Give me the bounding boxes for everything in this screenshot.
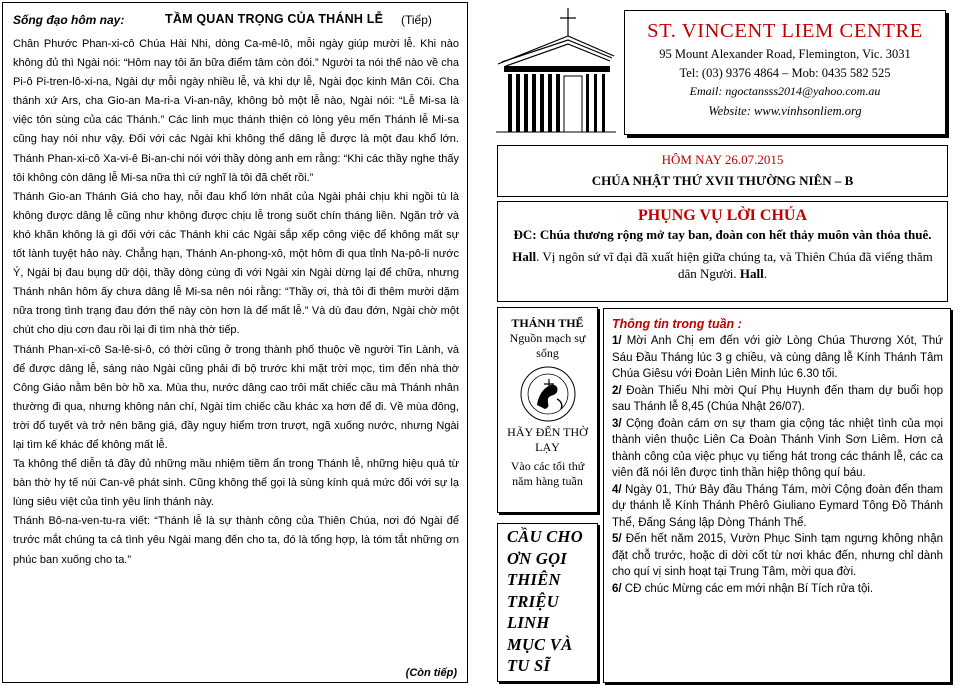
article-paragraph: Thánh Phan-xi-cô Sa-lê-si-ô, có thời cũng ở trong thành phố thuộc về người Tin Lành, và để được dâng lễ, sáng nào Ngài cũng phải đi bộ trước khi mặt trời mọc, tìm đến nhà thờ Công Giáo nằm bên bờ hồ xa. Mùa thu, nước dâng cao trôi mất chiếc cầu mà Thánh nhân thường đi qua, nhưng không nản chí, Ngài tìm chiếc cầu khác xa hơn để đi. Về mùa đông, trời đổ tuyết và trở nên băng giá, đầy nguy hiểm trơn trượt, ngã xuống nước, nhưng Ngài lại tìm kế khác để không mất lễ. xyxy=(13,343,459,451)
news-item xyxy=(612,416,943,482)
adoration-box xyxy=(497,307,598,513)
news-item-number: 6/ xyxy=(612,582,622,595)
centre-address: 95 Mount Alexander Road, Flemington, Vic. 3031 xyxy=(659,47,911,61)
article-paragraph: Thánh Bô-na-ven-tu-ra viết: “Thánh lễ là sự thành công của Thiên Chúa, nơi đó Ngài để trước mắt chúng ta cả tình yêu Ngài mang đến cho ta, đó là tổng hợp, là tóm tắt những ơn phúc ban xuống cho ta.” xyxy=(13,515,459,566)
news-item-text: Đoàn Thiếu Nhi mời Quí Phụ Huynh đến tham dự buổi họp sau Thánh lễ 8,45 (Chúa Nhật 26/07). xyxy=(612,384,943,413)
article-paragraph: Ta không thể diễn tả đầy đủ những mầu nhiệm tiềm ẩn trong Thánh lễ, những hiệu quả từ bàn thờ hy tế núi Can-vê phát sinh. Cũng không thể gọi là sùng kính quá mức đối với sự lạ lùng siêu việt của tình yêu linh thánh này. xyxy=(13,458,459,509)
article-body xyxy=(13,35,459,570)
news-item xyxy=(612,482,943,532)
vocation-line: ƠN GỌI xyxy=(507,548,568,568)
adoration-time: Vào các tối thứ năm hàng tuần xyxy=(510,459,585,488)
alleluia-end: Hall xyxy=(739,266,764,281)
alleluia-verse xyxy=(506,248,939,282)
article-paragraph: Thánh Gio-an Thánh Giá cho hay, nỗi đau khổ lớn nhất của Ngài phải chịu khi ngồi tù là không được dâng lễ cũng như không được chịu lễ trong suốt chín tháng liền. Ngăn trở và khó khăn không là gì đối với các Thánh khi các Ngài sắp xếp công việc để không mất sự tốt lành tuyệt hảo này. Chẳng hạn, Thánh An-phong-xô, một hôm đi qua tỉnh Na-pô-li nước Ý, Ngài bị đau bụng dữ dội, thầy dòng cùng đi với Ngài xin Ngài dừng lại để chữa, nhưng Thánh nhân hôm ấy chưa dâng lễ Mi-sa nên nói rằng: “Thầy ơi, thà tôi đi thêm mười dặm nữa trong tình trạng đau đớn thế này còn hơn là để mất lễ.” Và dù đau đớn, Ngài chờ một chút cho dịu cơn đau rồi lại đi tìm nhà thờ tiếp. xyxy=(13,190,459,337)
news-item-text: CĐ chúc Mừng các em mới nhận Bí Tích rửa tội. xyxy=(621,582,874,595)
news-item-text: Ngày 01, Thứ Bảy đầu Tháng Tám, mời Cộng đoàn đến tham dự thánh lễ Kính Thánh Phêrô Giuliano Eymard Tông Đồ Thánh Thể, Đấng Sáng lập Dòng Thánh Thể. xyxy=(612,483,943,529)
news-item-number: 1/ xyxy=(612,335,622,347)
psalm-response: ĐC: Chúa thương rộng mở tay ban, đoàn con hết thảy muôn vàn thỏa thuê. xyxy=(513,227,932,242)
vocation-line: CẦU CHO xyxy=(507,527,583,546)
news-item-number: 5/ xyxy=(612,533,622,545)
news-item-number: 3/ xyxy=(612,417,622,430)
news-item-text: Mời Anh Chị em đến với giờ Lòng Chúa Thương Xót, Thứ Sáu Đầu Tháng lúc 3 g chiều, và cùng dâng lễ Kính Thánh Tâm Chúa Giêsu với Đoàn Liên Minh lúc 6.30 tối. xyxy=(612,335,943,380)
weekly-news-box xyxy=(603,308,951,683)
eucharist-host-icon xyxy=(519,365,577,423)
vocation-prayer-text xyxy=(507,526,597,677)
church-building-icon xyxy=(496,6,616,134)
liturgy-title: PHỤNG VỤ LỜI CHÚA xyxy=(637,207,808,224)
news-item xyxy=(612,333,943,383)
centre-phone: Tel: (03) 9376 4864 – Mob: 0435 582 525 xyxy=(679,66,891,80)
news-item xyxy=(612,581,943,598)
article-header xyxy=(13,7,459,35)
vocation-line: LINH xyxy=(507,613,550,632)
news-item-number: 4/ xyxy=(612,483,622,496)
vocation-line: TU SĨ xyxy=(507,656,551,675)
article-panel xyxy=(2,2,468,683)
sunday-title: CHÚA NHẬT THỨ XVII THƯỜNG NIÊN – B xyxy=(591,173,854,188)
adoration-invite: HÃY ĐẾN THỜ LẠY xyxy=(507,425,588,454)
liturgy-box xyxy=(497,201,948,302)
today-date: HÔM NAY 26.07.2015 xyxy=(661,152,784,167)
adoration-subtitle: Nguồn mạch sự sống xyxy=(509,331,586,360)
article-section-label: Sống đạo hôm nay: xyxy=(13,13,125,27)
adoration-title: THÁNH THỂ xyxy=(511,316,584,330)
centre-website: Website: www.vinhsonliem.org xyxy=(708,104,862,118)
article-title-tag: (Tiếp) xyxy=(401,13,432,27)
vocation-line: MỤC VÀ xyxy=(507,634,573,654)
vocation-prayer-box xyxy=(497,523,598,682)
centre-email: Email: ngoctansss2014@yahoo.com.au xyxy=(689,84,881,98)
alleluia-label: Hall xyxy=(512,249,537,264)
alleluia-dot: . xyxy=(763,266,768,281)
article-continued-label: (Còn tiếp) xyxy=(400,667,457,679)
date-box xyxy=(497,145,948,197)
centre-name: ST. VINCENT LIEM CENTRE xyxy=(647,20,923,42)
news-item-number: 2/ xyxy=(612,384,622,397)
article-title: TẦM QUAN TRỌNG CỦA THÁNH LỄ xyxy=(165,12,384,26)
news-item xyxy=(612,531,943,581)
vocation-line: TRIỆU xyxy=(507,591,559,611)
news-title: Thông tin trong tuần : xyxy=(612,317,742,331)
news-item-text: Đến hết năm 2015, Vườn Phục Sinh tạm ngưng không nhận đặt chỗ trước, hoặc di dời cốt từ nơi khác đến, nhưng chỉ dành cho quí vị sinh hoạt tại Trung Tâm, mời qua đời. xyxy=(612,533,943,578)
news-item xyxy=(612,383,943,416)
vocation-line: THIÊN xyxy=(507,570,561,589)
centre-info-box xyxy=(624,10,946,135)
article-paragraph: Chân Phước Phan-xi-cô Chúa Hài Nhi, dòng Ca-mê-lô, mỗi ngày giúp mười lễ. Khi nào không đủ thì Ngài nói: “Hôm nay tôi ăn bữa điểm tâm còn đói.” Người ta nói thế nào về cha Pi-ô Pi-tren-lô-xi-na, Ngài dự mỗi ngày nhiều lễ, và khi dự lễ, Ngài đọc kinh Mân Côi. Cha thánh xứ Ars, cha Gio-an Ma-ri-a Vi-an-nây, không bỏ một lễ nào, Ngài nói: “Lễ Mi-sa là việc tôn sùng của các Thánh.” Các linh mục thánh thiện có lòng yêu mến Thánh lễ Mi-sa cũng hay nói như vậy. Đối với các Ngài khi không thể dâng lễ được là một đau khổ lớn. Thánh Phan-xi-cô Xa-vi-ê Bi-an-chi nói với thầy dòng anh em rằng: “Khi các thầy nghe thấy tôi không còn dâng lễ Mi-sa nữa thì cứ nghĩ là tôi đã chết rồi.” xyxy=(13,38,459,184)
news-item-text: Cộng đoàn cám ơn sự tham gia cộng tác nhiệt tình của mọi thành viên thuộc Liên Ca Đoàn Thánh Vinh Sơn Liêm. Hơn cả thành công của việc phục vụ tiếng hát trong các thánh lễ, các ca viên đã nói lên được tinh thần hiệp thông quí báu. xyxy=(612,417,943,479)
alleluia-text: . Vị ngôn sứ vĩ đại đã xuất hiện giữa chúng ta, và Thiên Chúa đã viếng thăm dân Người. xyxy=(536,249,933,281)
